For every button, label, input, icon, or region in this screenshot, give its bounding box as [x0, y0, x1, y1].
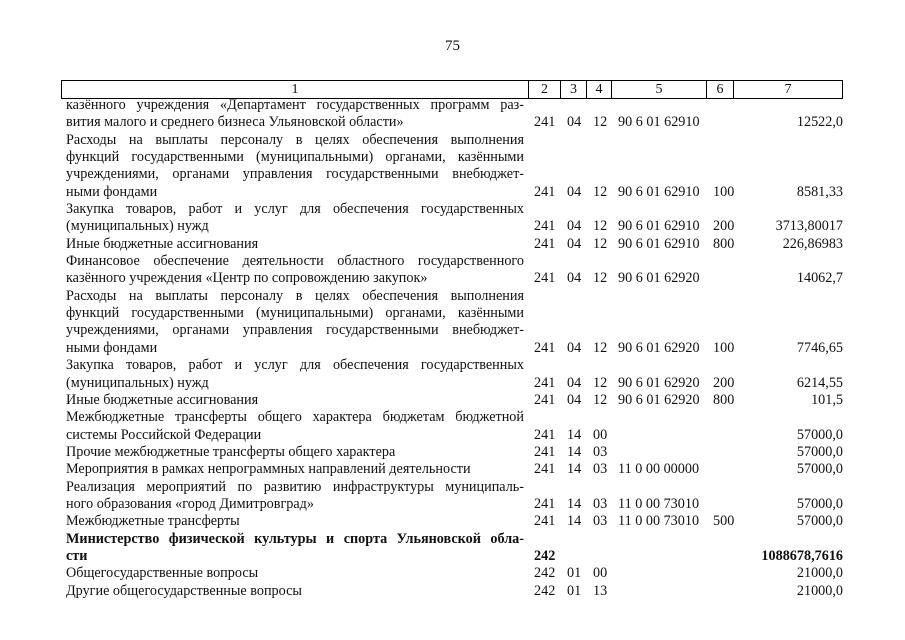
row-col-7: 12522,0: [796, 114, 843, 131]
table-row: [0, 305, 905, 322]
row-description: Закупка товаров, работ и услуг для обеспечения государственных: [66, 357, 524, 374]
row-description: Реализация мероприятий по развитию инфраструктуры муниципаль-: [66, 478, 524, 495]
row-description: системы Российской Федерации: [66, 426, 262, 443]
row-col-5: 90 6 01 62910: [618, 235, 700, 252]
row-col-5: 90 6 01 62910: [618, 114, 700, 131]
row-col-7: 14062,7: [796, 270, 843, 287]
row-description: Финансовое обеспечение деятельности областного государственного: [66, 253, 524, 270]
table-row: [0, 409, 905, 426]
row-col-4: 13: [593, 582, 608, 599]
row-col-4: 03: [593, 495, 608, 512]
table-row: [0, 288, 905, 305]
row-col-6: 100: [713, 339, 735, 356]
row-col-2: 241: [534, 495, 556, 512]
table-row: [0, 149, 905, 166]
row-description: Мероприятия в рамках непрограммных направлений деятельности: [66, 461, 471, 478]
row-col-3: 04: [567, 114, 582, 131]
table-row: [0, 583, 905, 600]
row-description: Межбюджетные трансферты общего характера бюджетам бюджетной: [66, 409, 524, 426]
table-row: [0, 461, 905, 478]
table-row: [0, 392, 905, 409]
row-description: Расходы на выплаты персоналу в целях обеспечения выполнения: [66, 131, 524, 148]
table-row: [0, 427, 905, 444]
table-row: [0, 565, 905, 582]
row-description: казённого учреждения «Центр по сопровождению закупок»: [66, 270, 428, 287]
row-col-2: 241: [534, 183, 556, 200]
row-col-5: 90 6 01 62920: [618, 270, 700, 287]
row-description: Иные бюджетные ассигнования: [66, 391, 259, 408]
row-col-4: 03: [593, 461, 608, 478]
row-col-3: 14: [567, 513, 582, 530]
row-description: ными фондами: [66, 339, 158, 356]
table-row: [0, 375, 905, 392]
row-col-2: 241: [534, 374, 556, 391]
row-col-4: 03: [593, 513, 608, 530]
row-col-6: 200: [713, 218, 735, 235]
row-col-2: 241: [534, 461, 556, 478]
row-col-7: 226,86983: [782, 235, 843, 252]
row-description: Иные бюджетные ассигнования: [66, 235, 259, 252]
row-col-2: 242: [534, 565, 556, 582]
table-row: [0, 513, 905, 530]
row-description: учреждениями, органами управления государственными внебюджет-: [66, 166, 524, 183]
row-col-4: 12: [593, 374, 608, 391]
table-row: [0, 201, 905, 218]
row-col-7: 57000,0: [796, 443, 843, 460]
row-col-2: 241: [534, 218, 556, 235]
row-col-3: 01: [567, 565, 582, 582]
row-col-3: 04: [567, 218, 582, 235]
header-col-4: 4: [587, 81, 612, 98]
row-col-2: 241: [534, 235, 556, 252]
row-col-4: 00: [593, 426, 608, 443]
row-col-5: 11 0 00 00000: [618, 461, 700, 478]
row-col-2: 241: [534, 270, 556, 287]
row-col-4: 12: [593, 218, 608, 235]
row-col-3: 04: [567, 235, 582, 252]
row-col-7: 1088678,7616: [761, 547, 843, 564]
row-col-7: 6214,55: [796, 374, 843, 391]
row-col-2: 241: [534, 443, 556, 460]
row-description: Другие общегосударственные вопросы: [66, 582, 302, 599]
header-col-5: 5: [612, 81, 707, 98]
row-col-3: 14: [567, 443, 582, 460]
row-description: Закупка товаров, работ и услуг для обеспечения государственных: [66, 201, 524, 218]
table-row: [0, 548, 905, 565]
table-row: [0, 340, 905, 357]
row-col-3: 01: [567, 582, 582, 599]
row-col-7: 57000,0: [796, 461, 843, 478]
row-col-7: 21000,0: [796, 582, 843, 599]
table-row: [0, 357, 905, 374]
row-description: учреждениями, органами управления государственными внебюджет-: [66, 322, 524, 339]
header-col-2: 2: [529, 81, 561, 98]
row-col-2: 242: [534, 547, 556, 564]
row-col-5: 90 6 01 62920: [618, 391, 700, 408]
row-col-2: 241: [534, 513, 556, 530]
row-col-2: 241: [534, 391, 556, 408]
row-description: ного образования «город Димитровград»: [66, 495, 314, 512]
header-col-7: 7: [784, 82, 792, 97]
row-col-3: 04: [567, 391, 582, 408]
row-description: Общегосударственные вопросы: [66, 565, 259, 582]
row-col-7: 57000,0: [796, 495, 843, 512]
row-description: Расходы на выплаты персоналу в целях обеспечения выполнения: [66, 287, 524, 304]
row-col-5: 90 6 01 62910: [618, 218, 700, 235]
header-col-3: 3: [561, 81, 587, 98]
row-description: ными фондами: [66, 183, 158, 200]
header-col-1: 1: [62, 81, 529, 98]
row-col-2: 241: [534, 339, 556, 356]
table-row: [0, 496, 905, 513]
row-col-6: 800: [713, 235, 735, 252]
table-body: [0, 97, 905, 600]
table-row: [0, 479, 905, 496]
row-col-5: 11 0 00 73010: [618, 495, 700, 512]
row-description: казённого учреждения «Департамент государственных программ раз-: [66, 97, 524, 113]
row-col-7: 21000,0: [796, 565, 843, 582]
table-row: [0, 444, 905, 461]
page-number: 75: [445, 38, 460, 54]
header-col-6: 6: [707, 81, 734, 98]
row-col-3: 14: [567, 461, 582, 478]
table-row: [0, 184, 905, 201]
row-col-3: 04: [567, 339, 582, 356]
row-col-3: 04: [567, 374, 582, 391]
row-col-7: 7746,65: [796, 339, 843, 356]
row-description: Прочие межбюджетные трансферты общего характера: [66, 443, 396, 460]
row-col-3: 14: [567, 426, 582, 443]
table-row: [0, 132, 905, 149]
row-col-6: 800: [713, 391, 735, 408]
row-col-4: 12: [593, 235, 608, 252]
row-col-4: 00: [593, 565, 608, 582]
row-description: функций государственными (муниципальными) органами, казёнными: [66, 149, 524, 166]
table-row: [0, 236, 905, 253]
row-col-7: 3713,80017: [775, 218, 843, 235]
row-col-6: 200: [713, 374, 735, 391]
row-col-7: 57000,0: [796, 426, 843, 443]
row-description: Межбюджетные трансферты: [66, 513, 240, 530]
table-row: [0, 166, 905, 183]
row-col-4: 12: [593, 339, 608, 356]
row-col-2: 242: [534, 582, 556, 599]
row-col-6: 100: [713, 183, 735, 200]
row-col-4: 12: [593, 391, 608, 408]
row-description: вития малого и среднего бизнеса Ульяновской области»: [66, 114, 404, 131]
row-col-5: 11 0 00 73010: [618, 513, 700, 530]
row-col-4: 03: [593, 443, 608, 460]
row-col-3: 04: [567, 183, 582, 200]
row-col-5: 90 6 01 62920: [618, 339, 700, 356]
row-col-7: 101,5: [811, 391, 843, 408]
table-row: [0, 218, 905, 235]
table-row: [0, 531, 905, 548]
row-col-4: 12: [593, 183, 608, 200]
row-col-3: 14: [567, 495, 582, 512]
row-col-4: 12: [593, 114, 608, 131]
row-col-4: 12: [593, 270, 608, 287]
row-col-7: 57000,0: [796, 513, 843, 530]
table-row: [0, 97, 905, 114]
row-col-5: 90 6 01 62920: [618, 374, 700, 391]
table-row: [0, 253, 905, 270]
row-description: (муниципальных) нужд: [66, 374, 209, 391]
table-row: [0, 270, 905, 287]
row-description: Министерство физической культуры и спорта Ульяновской обла-: [66, 530, 524, 547]
table-row: [0, 114, 905, 131]
row-col-5: 90 6 01 62910: [618, 183, 700, 200]
row-col-7: 8581,33: [796, 183, 843, 200]
row-col-3: 04: [567, 270, 582, 287]
row-col-2: 241: [534, 114, 556, 131]
row-col-6: 500: [713, 513, 735, 530]
table-row: [0, 322, 905, 339]
row-col-2: 241: [534, 426, 556, 443]
row-description: сти: [66, 547, 88, 564]
row-description: (муниципальных) нужд: [66, 218, 209, 235]
row-description: функций государственными (муниципальными) органами, казёнными: [66, 305, 524, 322]
